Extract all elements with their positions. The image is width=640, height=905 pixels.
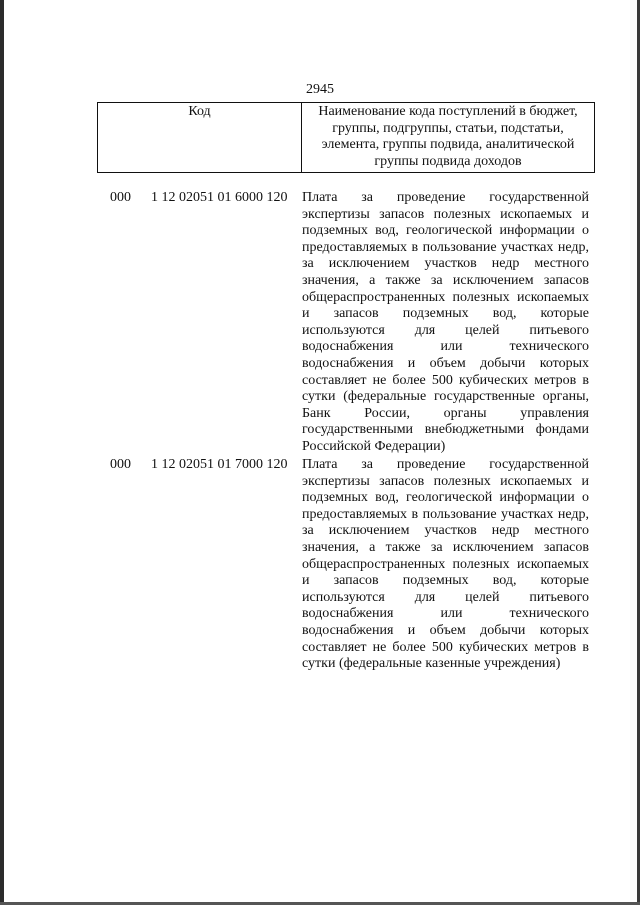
- admin-code: 000: [110, 190, 131, 205]
- revenue-description: Плата за проведение государственной экспертизы запасов полезных ископаемых и подземных вод, геологической информации о предоставляемых в пользование участках недр, за исключением участков недр местного значения, а также за исключением запасов общераспространенных полезных ископаемых и запасов подземных вод, которые используются для целей питьевого водоснабжения или технического водоснабжения и объем добычи которых составляет не более 500 кубических метров в сутки (федеральные государственные органы, Банк России, органы управления государственными внебюджетными фондами Российской Федерации): [302, 190, 589, 454]
- revenue-code: 1 12 02051 01 7000 120: [151, 457, 288, 472]
- header-code-cell: Код: [98, 103, 302, 173]
- revenue-code: 1 12 02051 01 6000 120: [151, 190, 288, 205]
- header-name-cell: Наименование кода поступлений в бюджет, группы, подгруппы, статьи, подстатьи, элемента, группы подвида, аналитической группы подвида доходов: [302, 103, 595, 173]
- revenue-description: Плата за проведение государственной экспертизы запасов полезных ископаемых и подземных вод, геологической информации о предоставляемых в пользование участках недр, за исключением участков недр местного значения, а также за исключением запасов общераспространенных полезных ископаемых и запасов подземных вод, которые используются для целей питьевого водоснабжения или технического водоснабжения и объем добычи которых составляет не более 500 кубических метров в сутки (федеральные казенные учреждения): [302, 457, 589, 672]
- scan-edge-left: [0, 0, 4, 905]
- page-number: 2945: [306, 82, 334, 97]
- table-header: [97, 102, 595, 173]
- admin-code: 000: [110, 457, 131, 472]
